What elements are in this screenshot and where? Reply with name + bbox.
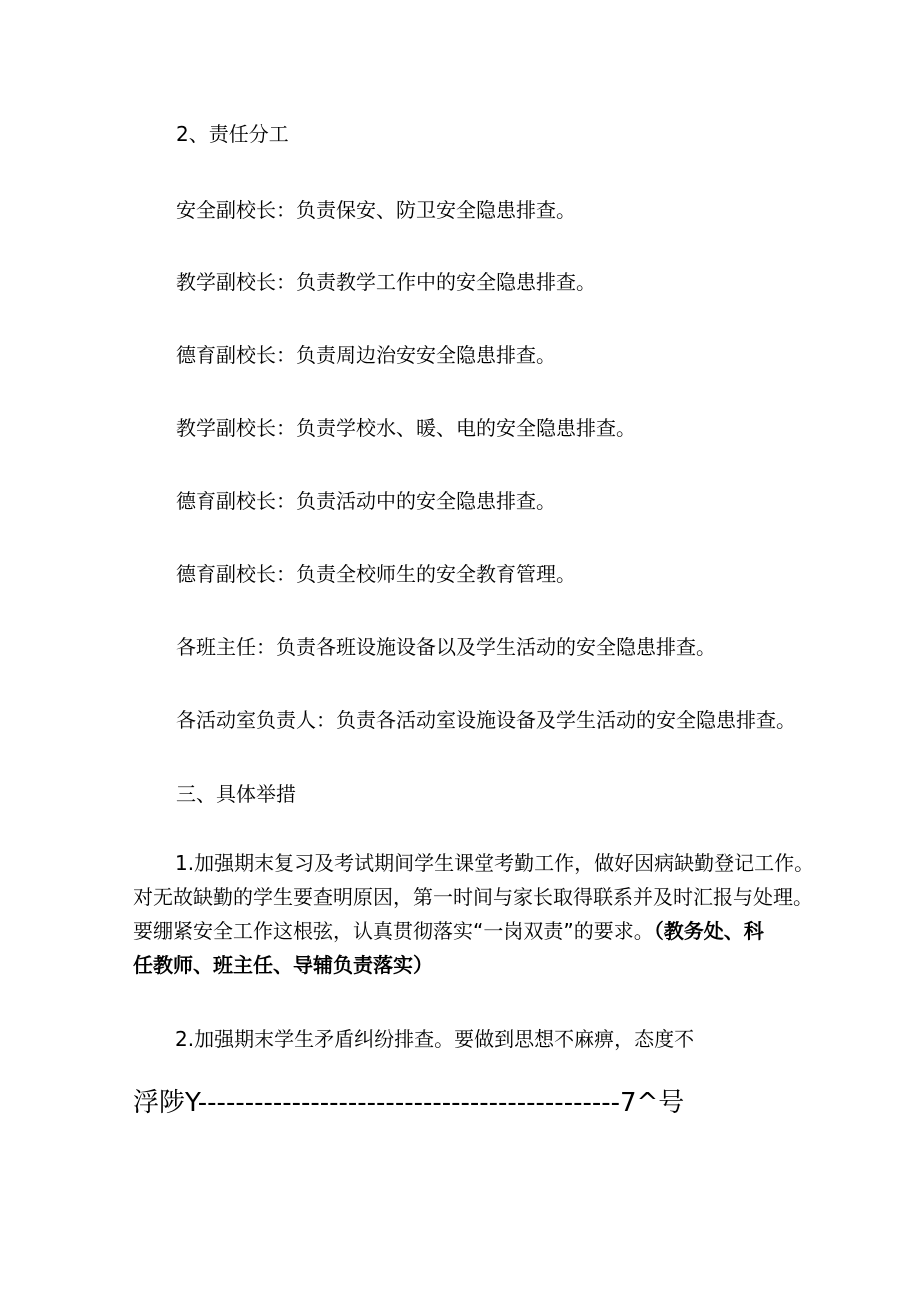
duty-line: 教学副校长：负责学校水、暖、电的安全隐患排查。 [176, 416, 636, 440]
section-heading-duty: 2、责任分工 [176, 122, 289, 146]
duty-line: 教学副校长：负责教学工作中的安全隐患排查。 [176, 270, 596, 294]
duty-line: 各班主任：负责各班设施设备以及学生活动的安全隐患排查。 [176, 635, 716, 659]
duty-line: 各活动室负责人：负责各活动室设施设备及学生活动的安全隐患排查。 [176, 708, 796, 732]
measure1-line3 [133, 914, 813, 948]
duty-line: 安全副校长：负责保安、防卫安全隐患排查。 [176, 198, 576, 222]
measure1-line3-text: 要绷紧安全工作这根弦，认真贯彻落实“一岗双责”的要求。 [133, 919, 654, 943]
section-heading-measures: 三、具体举措 [176, 782, 296, 806]
measure1-line1: 1.加强期末复习及考试期间学生课堂考勤工作，做好因病缺勤登记工作。 [175, 851, 815, 875]
measure2-line1: 2.加强期末学生矛盾纠纷排查。要做到思想不麻痹，态度不 [175, 1027, 695, 1051]
measure1-responsible-end: 任教师、班主任、导辅负责落实） [133, 953, 433, 977]
measure1-line2: 对无故缺勤的学生要查明原因，第一时间与家长取得联系并及时汇报与处理。 [133, 885, 813, 909]
duty-line: 德育副校长：负责活动中的安全隐患排查。 [176, 489, 556, 513]
measure-paragraph-2 [133, 1022, 813, 1056]
measure-paragraph-1 [133, 846, 813, 982]
page-footer: 浮陟Y---------------------------------------------7^号 [133, 1088, 685, 1118]
duty-line: 德育副校长：负责全校师生的安全教育管理。 [176, 562, 576, 586]
measure1-responsible-start: （教务处、科 [653, 919, 764, 943]
duty-line: 德育副校长：负责周边治安安全隐患排查。 [176, 343, 556, 367]
